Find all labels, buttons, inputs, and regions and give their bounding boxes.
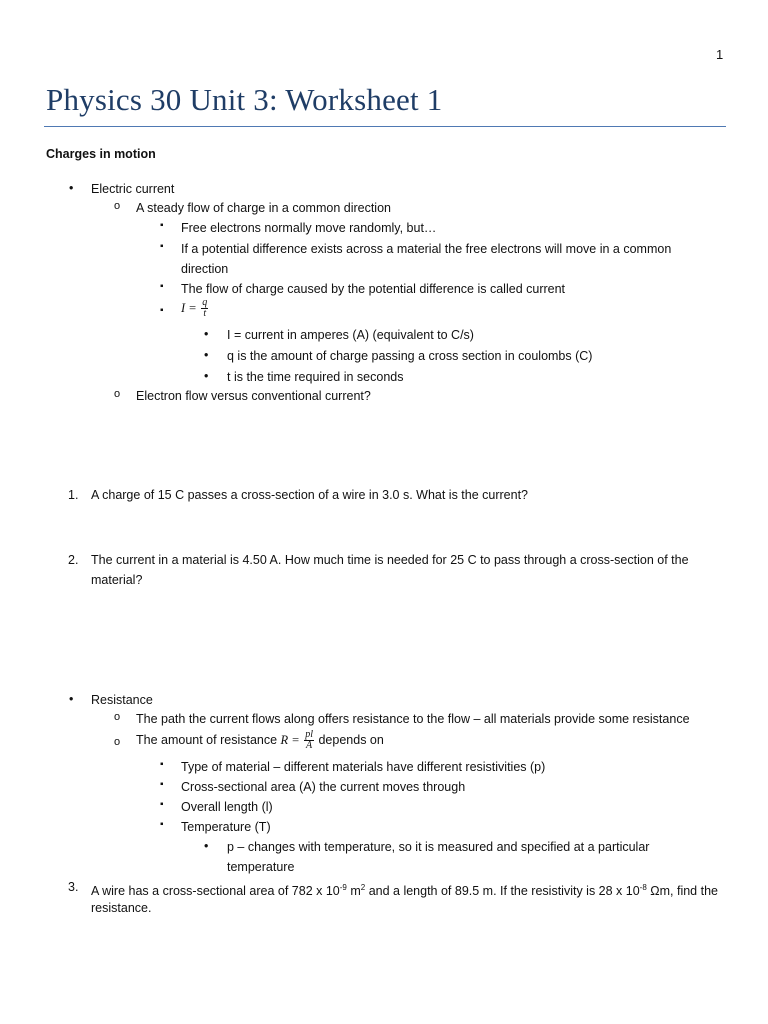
list-item-material: Type of material – different materials have different resistivities (p) [181, 760, 546, 774]
current-formula [181, 298, 209, 319]
q3-part-4: Ωm, find the [646, 884, 718, 899]
q3-part-1: A wire has a cross-sectional area of 782 x 10 [91, 884, 340, 899]
list-item-p-changes: p – changes with temperature, so it is measured and specified at a particular [227, 840, 650, 854]
list-item-flow: The flow of charge caused by the potential difference is called current [181, 282, 566, 296]
list-item-steady-flow: A steady flow of charge in a common direction [136, 201, 391, 215]
list-item-potential-cont: direction [181, 262, 229, 276]
square-bullet: ▪ [160, 799, 164, 810]
q3-exponent-2: 2 [360, 883, 366, 892]
circle-bullet: o [114, 711, 121, 723]
q3-part-2: m [346, 884, 361, 899]
title-underline [44, 126, 726, 127]
square-bullet: ▪ [160, 819, 164, 830]
square-bullet: ▪ [160, 241, 164, 252]
disc-bullet: • [204, 839, 209, 853]
list-item-def-t: t is the time required in seconds [227, 370, 404, 384]
q3-exponent-3: -8 [639, 883, 647, 892]
section-heading: Charges in motion [46, 147, 156, 161]
circle-bullet: o [114, 388, 121, 400]
page-title: Physics 30 Unit 3: Worksheet 1 [46, 82, 443, 117]
resistance-formula-lhs: R = [280, 732, 300, 747]
square-bullet: ▪ [160, 779, 164, 790]
amount-text: The amount of resistance [136, 732, 278, 747]
disc-bullet: • [69, 692, 74, 706]
question-1-number: 1. [68, 488, 79, 502]
question-3-text-cont: resistance. [91, 901, 152, 915]
list-item-electric-current: Electric current [91, 182, 175, 196]
formula-denominator: t [203, 308, 207, 319]
list-item-path: The path the current flows along offers resistance to the flow – all materials provide some resistance [136, 712, 690, 726]
list-item-electron-flow: Electron flow versus conventional current? [136, 389, 371, 403]
q3-exponent-1: -9 [339, 883, 347, 892]
list-item-def-q: q is the amount of charge passing a cross section in coulombs (C) [227, 349, 593, 363]
disc-bullet: • [204, 327, 209, 341]
list-item-p-changes-cont: temperature [227, 860, 295, 874]
question-2-number: 2. [68, 553, 79, 567]
list-item-random: Free electrons normally move randomly, but… [181, 221, 437, 235]
disc-bullet: • [204, 348, 209, 362]
circle-bullet: o [114, 736, 121, 748]
disc-bullet: • [204, 369, 209, 383]
formula-numerator: q [202, 297, 208, 308]
page-number: 1 [716, 47, 724, 62]
formula-fraction [201, 298, 208, 319]
question-2-text-cont: material? [91, 573, 143, 587]
disc-bullet: • [69, 181, 74, 195]
list-item-temperature: Temperature (T) [181, 820, 271, 834]
list-item-potential: If a potential difference exists across a material the free electrons will move in a common [181, 242, 672, 256]
square-bullet: ▪ [160, 305, 164, 316]
q3-part-3: and a length of 89.5 m. If the resistivity is 28 x 10 [365, 884, 640, 899]
square-bullet: ▪ [160, 220, 164, 231]
list-item-amount [136, 730, 384, 751]
list-item-def-i: I = current in amperes (A) (equivalent to C/s) [227, 328, 474, 342]
circle-bullet: o [114, 200, 121, 212]
formula-lhs: I = [181, 300, 197, 315]
square-bullet: ▪ [160, 281, 164, 292]
question-3-text [91, 878, 718, 901]
question-1-text: A charge of 15 C passes a cross-section of a wire in 3.0 s. What is the current? [91, 488, 529, 502]
resistance-formula-denominator: A [306, 740, 313, 751]
square-bullet: ▪ [160, 759, 164, 770]
amount-text-end: depends on [318, 732, 384, 747]
resistance-formula-numerator: pl [305, 729, 313, 740]
list-item-resistance: Resistance [91, 693, 153, 707]
question-3-number: 3. [68, 880, 79, 894]
resistance-formula-fraction [304, 730, 314, 751]
list-item-length: Overall length (l) [181, 800, 273, 814]
list-item-area: Cross-sectional area (A) the current moves through [181, 780, 466, 794]
question-2-text: The current in a material is 4.50 A. How much time is needed for 25 C to pass through a cross-section of the [91, 553, 689, 567]
